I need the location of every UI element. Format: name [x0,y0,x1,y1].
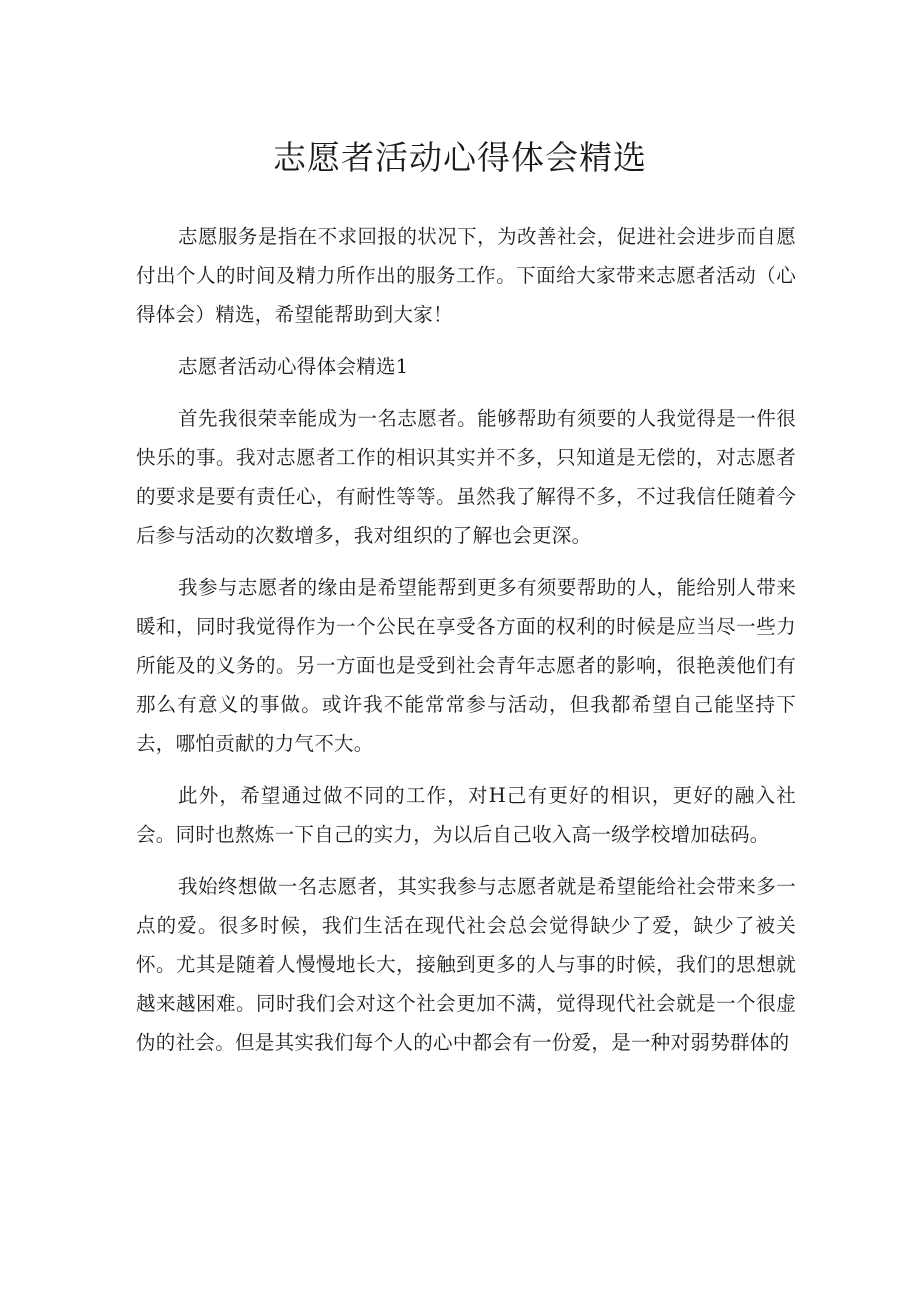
section-heading: 志愿者活动心得体会精选1 [178,355,409,378]
body-paragraph: 首先我很荣幸能成为一名志愿者。能够帮助有须要的人我觉得是一件很快乐的事。我对志愿者工作的相识其实并不多，只知道是无偿的，对志愿者的要求是要有责任心，有耐性等等。虽然我了解得不多，不过我信任随着今后参与活动的次数增多，我对组织的了解也会更深。 [136,407,796,547]
document-title: 志愿者活动心得体会精选 [273,138,647,177]
intro-paragraph: 志愿服务是指在不求回报的状况下，为改善社会，促进社会进步而自愿付出个人的时间及精力所作出的服务工作。下面给大家带来志愿者活动（心得体会）精选，希望能帮助到大家！ [136,225,796,326]
body-paragraph: 我参与志愿者的缘由是希望能帮到更多有须要帮助的人，能给别人带来暖和，同时我觉得作为一个公民在享受各方面的权利的时候是应当尽一些力所能及的义务的。另一方面也是受到社会青年志愿者的影响，很艳羡他们有那么有意义的事做。或许我不能常常参与活动，但我都希望自己能坚持下去，哪怕贡献的力气不大。 [136,576,796,755]
body-paragraph: 我始终想做一名志愿者，其实我参与志愿者就是希望能给社会带来多一点的爱。很多时候，我们生活在现代社会总会觉得缺少了爱，缺少了被关怀。尤其是随着人慢慢地长大，接触到更多的人与事的时候，我们的思想就越来越困难。同时我们会对这个社会更加不满，觉得现代社会就是一个很虚伪的社会。但是其实我们每个人的心中都会有一份爱，是一种对弱势群体的 [136,875,796,1054]
body-paragraph: 此外，希望通过做不同的工作，对H己有更好的相识，更好的融入社会。同时也熬炼一下自己的实力，为以后自己收入高一级学校增加砝码。 [136,784,796,846]
document-body [136,217,796,1062]
